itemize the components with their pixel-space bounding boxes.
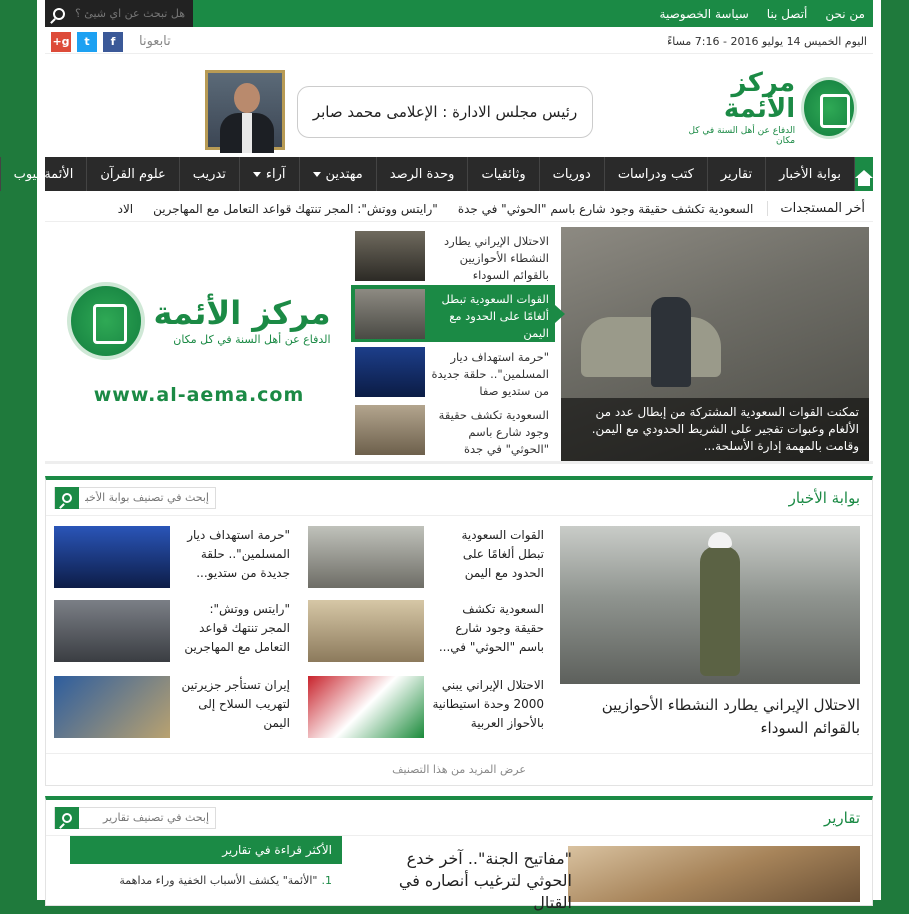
nav-news[interactable]: بوابة الأخبار — [765, 157, 854, 191]
ticker-item[interactable]: "رايتس ووتش": المجر تنتهك قواعد التعامل مع المهاجرين — [153, 201, 438, 216]
popular-box — [70, 836, 342, 887]
slider-item[interactable] — [351, 227, 555, 285]
ticker-label: أخر المستجدات — [767, 201, 873, 216]
nav-training[interactable]: تدريب — [179, 157, 239, 191]
site-logo[interactable] — [667, 68, 857, 148]
nav-tube[interactable]: الأئمة تيوب — [0, 157, 86, 191]
home-button[interactable] — [854, 157, 873, 191]
facebook-icon[interactable]: f — [103, 32, 123, 52]
news-section — [45, 476, 873, 786]
news-card-thumb — [308, 526, 424, 588]
chairman-banner: رئيس مجلس الادارة : الإعلامى محمد صابر — [297, 86, 593, 138]
news-card-thumb — [54, 600, 170, 662]
slider-main-image[interactable] — [561, 227, 869, 461]
nav-reports[interactable]: تقارير — [707, 157, 765, 191]
social-links — [51, 32, 171, 52]
show-more-link[interactable]: عرض المزيد من هذا التصنيف — [46, 753, 872, 785]
news-card[interactable] — [54, 600, 294, 664]
popular-item-title: "الأئمة" يكشف الأسباب الخفية وراء مداهمة — [119, 874, 318, 887]
news-card[interactable] — [54, 526, 294, 590]
news-card-title: السعودية تكشف حقيقة وجود شارع باسم "الحوثي" في... — [438, 602, 544, 654]
news-card-title: الاحتلال الإيراني يبني 2000 وحدة استيطانية بالأحواز العربية — [432, 678, 544, 730]
news-card[interactable] — [308, 526, 548, 590]
main-nav — [13, 157, 873, 191]
section-title[interactable]: تقارير — [823, 808, 860, 827]
ticker-item[interactable]: الاد — [117, 201, 134, 216]
chevron-down-icon — [253, 172, 261, 177]
news-feature-title[interactable]: الاحتلال الإيراني يطارد النشطاء الأحوازيين بالقوائم السوداء — [601, 696, 860, 737]
nav-opinions[interactable] — [239, 157, 299, 191]
slider-item-title: "حرمة استهداف ديار المسلمين".. حلقة جديدة من ستديو صفا — [431, 350, 549, 398]
nav-quran[interactable]: علوم القرآن — [86, 157, 178, 191]
news-card-thumb — [308, 676, 424, 738]
top-nav-about[interactable]: من نحن — [825, 6, 865, 21]
popular-item[interactable] — [70, 864, 342, 887]
section-search-input[interactable] — [79, 491, 215, 504]
reports-feature-title[interactable]: "مفاتيح الجنة".. آخر خدع الحوثي لترغيب أنصاره في القتال — [398, 849, 572, 912]
nav-books[interactable]: كتب ودراسات — [604, 157, 707, 191]
popular-item-number: 1. — [321, 874, 332, 887]
news-card-title: "حرمة استهداف ديار المسلمين".. حلقة جديدة من ستديو... — [187, 528, 290, 580]
search-icon — [62, 493, 72, 503]
nav-monitoring[interactable]: وحدة الرصد — [376, 157, 468, 191]
ticker-item[interactable]: السعودية تكشف حقيقة وجود شارع باسم "الحوثي" في جدة — [457, 201, 754, 216]
slider-thumb — [355, 231, 425, 281]
slider-thumb — [355, 347, 425, 397]
news-card-title: إيران تستأجر جزيرتين لتهريب السلاح إلى اليمن — [181, 678, 290, 730]
twitter-icon[interactable]: t — [77, 32, 97, 52]
section-search — [54, 807, 216, 829]
top-nav-contact[interactable]: أتصل بنا — [766, 6, 808, 21]
top-nav-privacy[interactable]: سياسة الخصوصية — [659, 6, 749, 21]
popular-header: الأكثر قراءة في تقارير — [70, 836, 342, 864]
featured-slider — [45, 224, 873, 464]
news-card[interactable] — [308, 600, 548, 664]
top-search — [45, 0, 193, 27]
slider-item-title: الاحتلال الإيراني يطارد النشطاء الأحوازيين بالقوائم السوداء — [444, 234, 549, 282]
slider-caption: تمكنت القوات السعودية المشتركة من إبطال عدد من الألغام وعبوات تفجير على الشريط الحدودي مع اليمن. وقامت بالمهمة إدارة الأسلحة... — [561, 398, 869, 461]
ad-emblem-icon — [67, 282, 145, 360]
section-title[interactable]: بوابة الأخبار — [788, 488, 860, 507]
chairman-portrait — [205, 70, 285, 150]
logo-name: مركز الأئمة — [723, 68, 796, 124]
logo-tagline: الدفاع عن أهل السنة في كل مكان — [688, 126, 796, 146]
news-feature[interactable] — [560, 526, 860, 740]
reports-feature-image — [568, 846, 860, 902]
news-card-title: "رايتس ووتش": المجر تنتهك قواعد التعامل مع المهاجرين — [184, 602, 290, 654]
news-feature-image — [560, 526, 860, 684]
news-card[interactable] — [308, 676, 548, 740]
slider-item-title: السعودية تكشف حقيقة وجود شارع باسم "الحوثي" في جدة — [438, 408, 549, 456]
news-card[interactable] — [54, 676, 294, 740]
search-icon[interactable] — [53, 8, 65, 20]
nav-converts[interactable] — [299, 157, 376, 191]
slider-thumb — [355, 289, 425, 339]
follow-label: تابعونا — [139, 34, 171, 49]
top-search-input[interactable] — [75, 7, 185, 20]
home-icon — [855, 170, 873, 178]
reports-section — [45, 796, 873, 912]
info-row — [45, 30, 873, 54]
news-ticker — [45, 196, 873, 222]
ad-logo-tagline: الدفاع عن أهل السنة في كل مكان — [173, 332, 331, 346]
nav-documentaries[interactable]: وثائقيات — [467, 157, 538, 191]
news-card-thumb — [54, 526, 170, 588]
ad-url: www.al-aema.com — [93, 384, 305, 406]
top-bar — [45, 0, 873, 27]
section-search-button[interactable] — [55, 807, 79, 829]
nav-periodicals[interactable]: دوريات — [539, 157, 604, 191]
slider-item-title: القوات السعودية تبطل ألغامًا على الحدود مع اليمن — [441, 292, 549, 340]
news-card-title: القوات السعودية تبطل ألغامًا على الحدود مع اليمن — [461, 528, 544, 580]
googleplus-icon[interactable]: g+ — [51, 32, 71, 52]
site-header — [45, 58, 873, 154]
section-search-input[interactable] — [79, 811, 215, 824]
logo-emblem-icon — [801, 77, 857, 139]
slider-item[interactable] — [351, 343, 555, 401]
news-card-thumb — [308, 600, 424, 662]
section-search — [54, 487, 216, 509]
slider-item-active[interactable] — [351, 285, 555, 343]
slider-item[interactable] — [351, 401, 555, 459]
ad-logo-name: مركز الأئمة — [153, 293, 331, 332]
section-search-button[interactable] — [55, 487, 79, 509]
search-icon — [62, 813, 72, 823]
page — [13, 0, 881, 912]
current-date: اليوم الخميس 14 يوليو 2016 - 7:16 مساءً — [667, 35, 867, 48]
chevron-down-icon — [313, 172, 321, 177]
top-nav — [660, 7, 865, 21]
slider-list — [351, 227, 555, 461]
nav-converts-label: مهتدين — [325, 166, 363, 182]
ad-banner[interactable] — [49, 227, 349, 461]
nav-opinions-label: آراء — [265, 166, 286, 182]
slider-thumb — [355, 405, 425, 455]
news-card-thumb — [54, 676, 170, 738]
